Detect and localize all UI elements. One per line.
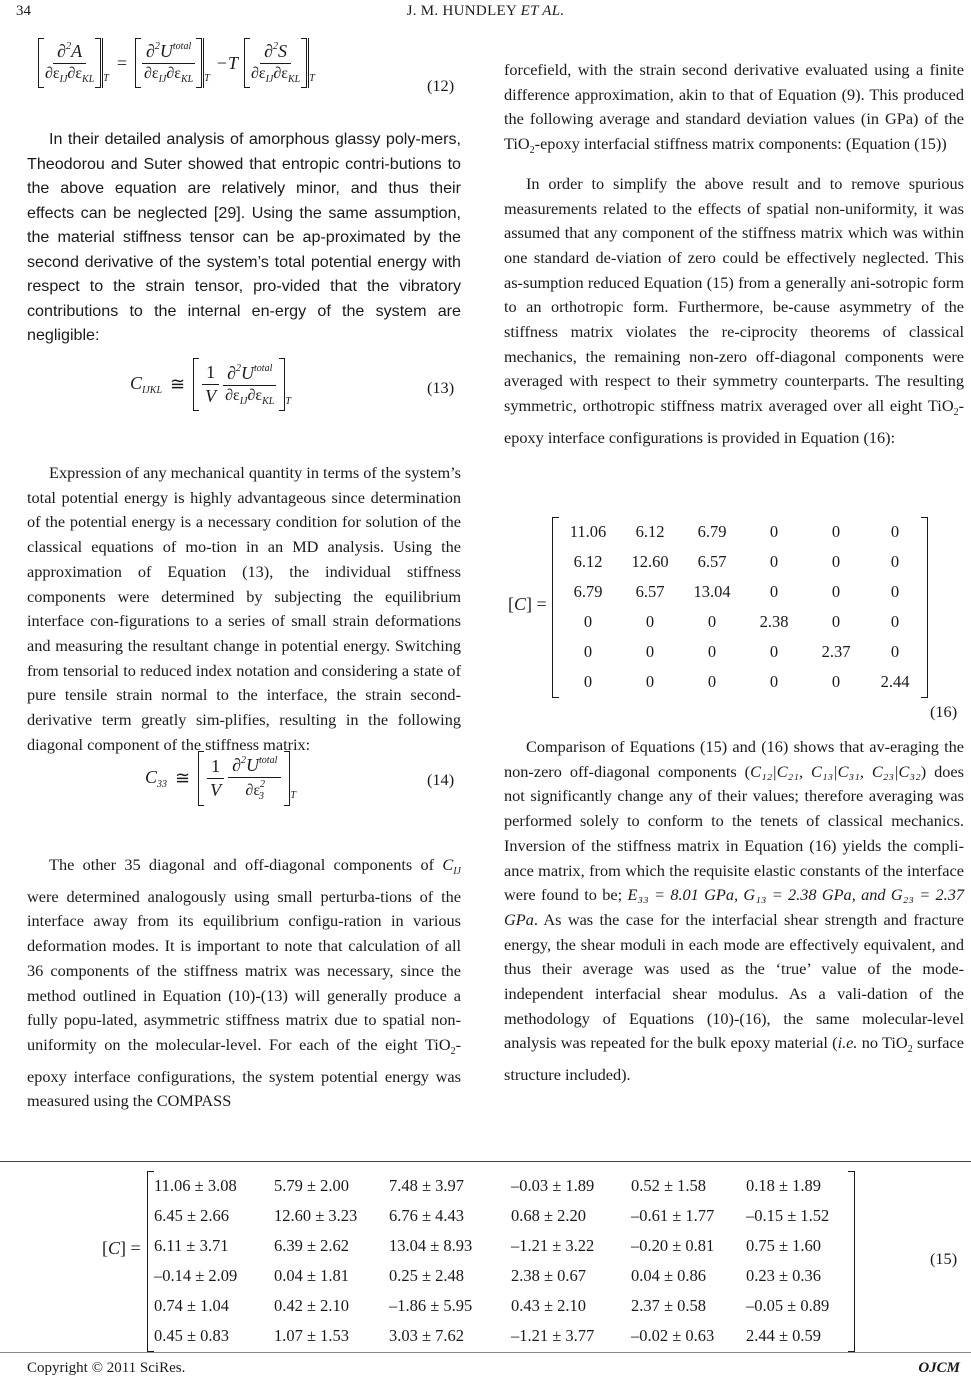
left-p3-cij: C: [442, 855, 454, 874]
eq12-symbol-a: A: [71, 41, 83, 61]
matrix16-cell: 0: [890, 612, 900, 631]
eq13-v: V: [205, 386, 217, 406]
matrix16-row: [557, 577, 927, 607]
eq13-frac-u: [223, 363, 276, 407]
matrix15-cell: –0.61 ± 1.77: [631, 1206, 715, 1225]
matrix16-row: [557, 517, 927, 547]
matrix15-cell: –0.05 ± 0.89: [746, 1296, 830, 1315]
equation-12: [38, 38, 315, 88]
right-paragraph-3: [504, 735, 964, 1088]
right-p2-a: In order to simplify the above result and to remove spurious measurements related to the effects of spatial non-uniformity, it was assumed that any component of the stiffness matrix which was within one standard de-viation of zero could be effectively neglected. This as-sumption reduced Equation (15) from a generally ani-sotropic form to an orthotropic form. Furthermore, be-cause asymmetry of the stiffness matrix violates the re-ciprocity theorems of classical mechanics, the remaining non-zero off-diagonal components were averaged with respect to their symmetry counterparts. The resulting symmetric, orthotropic stiffness matrix averaged over all eight TiO: [504, 173, 964, 416]
eq13-lhs: [130, 373, 162, 396]
eq14-bracket: [198, 751, 290, 806]
matrix16-row: [557, 637, 927, 667]
page-number: 34: [16, 3, 31, 19]
matrix16-cell: 0: [769, 672, 779, 691]
matrix16-cell: 0: [831, 582, 841, 601]
matrix16-cell: 6.57: [697, 552, 727, 571]
eq14-frac-u: [228, 755, 281, 802]
eq12-sub-t2: T: [204, 72, 210, 84]
eq12-frac-s: [251, 41, 300, 85]
matrix15-cell: 0.42 ± 2.10: [274, 1296, 350, 1315]
eq14-c-sub: 33: [157, 779, 168, 790]
matrix15-cell: 6.39 ± 2.62: [274, 1236, 350, 1255]
matrix15-row: [154, 1291, 854, 1321]
right-p3-ie: i.e.: [837, 1033, 858, 1053]
eq12-sub-ij-s: IJ: [265, 74, 274, 85]
equation-13-number: (13): [427, 378, 455, 397]
eq14-v: V: [210, 780, 222, 800]
matrix16-cell: 6.12: [635, 522, 665, 541]
eq13-u: U: [241, 362, 255, 383]
eq13-sup-2: 2: [236, 362, 242, 374]
left-paragraph-1-text: In their detailed analysis of amorphous glassy poly-mers, Theodorou and Suter showed that entropic contri-butions to the above equation are relatively minor, and thus their effects can be neglected [29]. Using the same assumption, the material stiffness tensor can be ap-proximated by the second derivative of the system’s total potential energy with respect to the strain tensor, pro-vided that the vibratory contributions to the internal en-ergy of the system are negligible:: [27, 130, 461, 344]
matrix16-cell: 6.12: [573, 552, 603, 571]
matrix15-cell: 0.04 ± 0.86: [631, 1266, 707, 1285]
matrix15-cell: 6.11 ± 3.71: [154, 1236, 229, 1255]
eq12-frac-u: [142, 41, 195, 85]
eq14-lhs: [145, 767, 167, 790]
eq15-c: C: [108, 1238, 121, 1258]
matrix16-cell: 2.44: [880, 672, 910, 691]
eq12-equals: =: [116, 52, 127, 73]
matrix15-cell: 0.75 ± 1.60: [746, 1236, 822, 1255]
eq12-sub-kl-s: KL: [288, 74, 301, 85]
matrix15-cell: –0.20 ± 0.81: [631, 1236, 715, 1255]
eq12-den-a: $\partial\varepsilon_{IJ}\partial\varepsilon_{KL}$: [45, 65, 95, 85]
matrix16-cell: 0: [583, 612, 593, 631]
running-title-authors: J. M. HUNDLEY: [406, 3, 517, 19]
left-paragraph-3-text: [27, 853, 461, 1114]
eq14-den-sub: 3: [259, 791, 265, 802]
eq12-den-u: $\partial\varepsilon_{IJ}\partial\varepsilon_{KL}$: [143, 65, 194, 85]
left-paragraph-2-text: Expression of any mechanical quantity in terms of the system’s total potential energy is highly advantageous since determination of the potential energy is a necessary condition for solution of the classical equations of mo-tion in an MD analysis. Using the approximation of Equation (13), the individual stiffness components were determined by subjecting the equilibrium interface con-figurations to a series of small strain deformations and measuring the resultant change in potential energy. Switching from tensorial to reduced index notation and considering a state of pure tensile strain normal to the interface, the strain second-derivative term greatly sim-plifies, resulting in the following diagonal component of the stiffness matrix:: [27, 463, 461, 754]
matrix16-cell: 0: [831, 552, 841, 571]
matrix15-row: [154, 1201, 854, 1231]
matrix16-cell: 0: [583, 672, 593, 691]
right-p3-e: surface structure included).: [504, 1033, 964, 1085]
matrix16-cell: 0: [645, 612, 655, 631]
right-p3-c: . As was the case for the interfacial shear strength and fracture energy, the shear moduli in each mode are effectively equivalent, and thus their average was used as the ‘true’ value of the mode-independent interfacial shear modulus. As a vali-dation of the methodology of Equations (10)-(16), the same molecular-level analysis was repeated for the bulk epoxy material (: [504, 909, 964, 1053]
matrix15-cell: –1.21 ± 3.77: [511, 1326, 595, 1345]
left-p3-a: The other 35 diagonal and off-diagonal components of: [49, 855, 443, 874]
eq13-approx: ≅: [170, 374, 186, 394]
matrix16-cell: 0: [769, 552, 779, 571]
right-paragraph-2-text: [504, 172, 964, 451]
right-p1-sub2: 2: [529, 145, 535, 157]
matrix16-cell: 0: [769, 642, 779, 661]
matrix16-cell: 0: [769, 522, 779, 541]
journal-name: OJCM: [918, 1360, 960, 1376]
matrix15-cell: 6.76 ± 4.43: [389, 1206, 465, 1225]
matrix15-row: [154, 1261, 854, 1291]
eq13-c: C: [130, 373, 143, 393]
right-p3-pairs: C₁₂|C₂₁, C₁₃|C₃₁, C₂₃|C₃₂: [750, 761, 921, 781]
matrix16-row: [557, 667, 927, 697]
right-p2-sub2: 2: [953, 407, 959, 419]
matrix16-cell: 0: [645, 642, 655, 661]
eq13-sub-t: T: [285, 396, 291, 407]
equation-14: [145, 751, 296, 806]
eq12-symbol-u: U: [159, 41, 173, 61]
matrix16-cell: 2.37: [821, 642, 851, 661]
eq14-approx: ≅: [175, 768, 191, 788]
eq12-sup-2u: 2: [154, 41, 160, 52]
eq13-bracket: [193, 358, 285, 411]
right-p1-a: forcefield, with the strain second derivative evaluated using a finite difference approximation, akin to that of Equation (9). This produced the following average and standard deviation values (in GPa) of the TiO: [504, 60, 964, 154]
eq12-num-s: ∂$^2$S: [260, 41, 291, 64]
matrix15-cell: –0.02 ± 0.63: [631, 1326, 715, 1345]
matrix15-row: [154, 1321, 854, 1351]
matrix15-cell: 1.07 ± 1.53: [274, 1326, 350, 1345]
eq12-symbol-s: S: [278, 41, 288, 61]
eq13-sub-kl: KL: [262, 395, 275, 407]
eq12-term-a: [38, 38, 103, 88]
eq12-sup-2a: 2: [66, 41, 72, 52]
eq12-sub-t3: T: [309, 72, 315, 84]
running-title: [0, 3, 971, 20]
eq13-sup-total: total: [254, 362, 273, 374]
matrix15-cell: 0.25 ± 2.48: [389, 1266, 465, 1285]
matrix15-cell: 3.03 ± 7.62: [389, 1326, 465, 1345]
right-p3-sub2: 2: [907, 1044, 913, 1056]
eq14-den: $\partial\varepsilon^2_3$: [245, 779, 266, 802]
eq12-den-s: $\partial\varepsilon_{IJ}\partial\varepsilon_{KL}$: [250, 65, 301, 85]
matrix15-cell: –1.21 ± 3.22: [511, 1236, 595, 1255]
matrix15-cell: –0.03 ± 1.89: [511, 1176, 595, 1195]
matrix16-cell: 6.79: [697, 522, 727, 541]
matrix15-cell: –0.15 ± 1.52: [746, 1206, 830, 1225]
matrix16-cell: 0: [831, 672, 841, 691]
eq12-sup-total: total: [172, 41, 192, 52]
left-p3-sub2: 2: [450, 1045, 456, 1057]
right-paragraph-1: [504, 58, 964, 451]
matrix16-cell: 2.38: [759, 612, 789, 631]
eq14-frac-1v: [207, 756, 224, 801]
matrix15-cell: 11.06 ± 3.08: [154, 1176, 237, 1195]
eq12-sub-t1: T: [103, 72, 109, 84]
matrix16-cell: 0: [890, 522, 900, 541]
matrix15-cell: 0.74 ± 1.04: [154, 1296, 230, 1315]
matrix16-cell: 12.60: [631, 552, 669, 571]
matrix15-cell: 0.45 ± 0.83: [154, 1326, 230, 1345]
matrix15-cell: 2.37 ± 0.58: [631, 1296, 707, 1315]
matrix16-row: [557, 547, 927, 577]
eq15-lhs: [C] =: [102, 1238, 141, 1258]
matrix15-cell: 5.79 ± 2.00: [274, 1176, 350, 1195]
left-paragraph-2: [27, 461, 461, 757]
eq12-sub-kl-u: KL: [181, 74, 194, 85]
matrix16-cell: 0: [831, 612, 841, 631]
eq12-frac-a: [45, 41, 94, 85]
eq13-frac-1v: [202, 362, 219, 407]
copyright: Copyright © 2011 SciRes.: [27, 1360, 186, 1376]
eq14-sub-t: T: [290, 790, 296, 801]
right-p3-b: ) does not significantly change any of their values; therefore averaging was performed solely to conform to the tenets of classical mechanics. Inversion of the stiffness matrix in Equation (16) yields the compli-ance matrix, from which the requisite elastic constants of the interface were found to be;: [504, 761, 964, 905]
matrix16-cell: 11.06: [569, 522, 607, 541]
left-p3-cij-sub: IJ: [453, 866, 461, 877]
matrix15-cell: 0.52 ± 1.58: [631, 1176, 707, 1195]
eq16-equals: =: [536, 594, 547, 614]
matrix15-cell: 7.48 ± 3.97: [389, 1176, 465, 1195]
matrix16-row: [557, 607, 927, 637]
left-paragraph-1: [27, 127, 461, 348]
matrix15-cell: 2.38 ± 0.67: [511, 1266, 587, 1285]
matrix15-cell: 13.04 ± 8.93: [389, 1236, 473, 1255]
right-paragraph-3-text: [504, 735, 964, 1088]
matrix15-cell: 12.60 ± 3.23: [274, 1206, 358, 1225]
left-p3-b: were determined analogously using small perturba-tions of the interface away from its equilibrium configu-ration in various deformation modes. It is important to note that calculation of all 36 components of the stiffness matrix was necessary, since the method outlined in Equation (10)-(13) will generally produce a fully popu-lated, asymmetric stiffness matrix due to spatial non-uniformity on the molecular-level. For each of the eight TiO: [27, 886, 461, 1054]
eq14-den-sup: 2: [260, 779, 266, 790]
matrix15-cell: 0.23 ± 0.36: [746, 1266, 822, 1285]
eq14-num-u: $\partial^2U^{total}$: [228, 755, 281, 778]
matrix15-cell: 0.18 ± 1.89: [746, 1176, 822, 1195]
matrix15-cell: 2.44 ± 0.59: [746, 1326, 822, 1345]
eq12-term-s: [244, 38, 309, 88]
right-p1-b: -epoxy interfacial stiffness matrix components: (Equation (15)): [534, 134, 947, 154]
stiffness-matrix-15: [147, 1171, 855, 1352]
eq13-num-u: $\partial^2U^{total}$: [223, 363, 276, 386]
left-paragraph-3: [27, 853, 461, 1114]
matrix15-cell: 0.04 ± 1.81: [274, 1266, 350, 1285]
matrix16-cell: 13.04: [693, 582, 731, 601]
eq12-num-u: $\partial^2U^{total}$: [142, 41, 195, 64]
eq14-one: 1: [207, 756, 224, 779]
equation-16-number: (16): [930, 702, 958, 721]
eq14-c: C: [145, 767, 158, 787]
eq14-u: U: [246, 755, 260, 775]
equation-13: [130, 358, 291, 411]
matrix16-cell: 0: [890, 642, 900, 661]
matrix16-cell: 0: [583, 642, 593, 661]
matrix16-cell: 0: [831, 522, 841, 541]
matrix16-cell: 0: [890, 582, 900, 601]
eq12-sub-ij: IJ: [59, 74, 68, 85]
eq16-c: C: [514, 594, 527, 614]
right-p2-b: -epoxy interface configurations is provided in Equation (16):: [504, 396, 964, 447]
eq13-sub-ij: IJ: [239, 395, 248, 407]
matrix16-cell: 0: [707, 612, 717, 631]
running-title-etal: ET AL.: [520, 3, 565, 19]
matrix15-row: [154, 1171, 854, 1201]
eq12-term-u: [135, 38, 204, 88]
left-p3-c: -epoxy interface configurations, the system potential energy was measured using the COMPASS: [27, 1034, 461, 1111]
equation-15-number: (15): [930, 1249, 958, 1268]
eq15-equals: =: [130, 1238, 141, 1258]
stiffness-matrix-16: [552, 517, 928, 698]
eq12-sub-kl: KL: [82, 74, 95, 85]
eq13-one: 1: [202, 362, 219, 385]
footer-divider: [0, 1352, 971, 1353]
matrix16-cell: 0: [707, 672, 717, 691]
right-paragraph-1-text: [504, 58, 964, 164]
right-p3-elastic-constants: E₃₃ = 8.01 GPa, G₁₃ = 2.38 GPa, and G₂₃ = 2.37 GPa: [504, 885, 965, 929]
matrix15-row: [154, 1231, 854, 1261]
equation-14-number: (14): [427, 770, 455, 789]
matrix16-cell: 0: [707, 642, 717, 661]
eq12-sub-ij-u: IJ: [158, 74, 167, 85]
matrix16-cell: 0: [645, 672, 655, 691]
right-p3-a: Comparison of Equations (15) and (16) shows that av-eraging the non-zero off-diagonal components (: [504, 737, 964, 781]
eq13-c-sub: IJKL: [142, 385, 163, 396]
matrix15-cell: 6.45 ± 2.66: [154, 1206, 230, 1225]
eq12-num-a: ∂$^2$A: [53, 41, 86, 64]
matrix15-cell: –0.14 ± 2.09: [154, 1266, 238, 1285]
eq12-sup-2s: 2: [273, 41, 279, 52]
eq16-lhs: [C] =: [508, 594, 547, 614]
matrix15-cell: –1.86 ± 5.95: [389, 1296, 473, 1315]
matrix16-cell: 0: [890, 552, 900, 571]
section-divider: [0, 1161, 971, 1162]
right-p3-d: no TiO: [857, 1033, 908, 1053]
matrix16-cell: 0: [769, 582, 779, 601]
matrix15-cell: 0.68 ± 2.20: [511, 1206, 587, 1225]
matrix16-cell: 6.79: [573, 582, 603, 601]
eq12-minus-t: −T: [215, 52, 238, 73]
eq14-sup-total: total: [259, 755, 278, 766]
eq14-sup-2: 2: [241, 755, 247, 766]
matrix15-cell: 0.43 ± 2.10: [511, 1296, 587, 1315]
equation-12-number: (12): [427, 76, 455, 95]
matrix16-cell: 6.57: [635, 582, 665, 601]
eq13-den: $\partial\varepsilon_{IJ}\partial\varepsilon_{KL}$: [225, 386, 275, 407]
